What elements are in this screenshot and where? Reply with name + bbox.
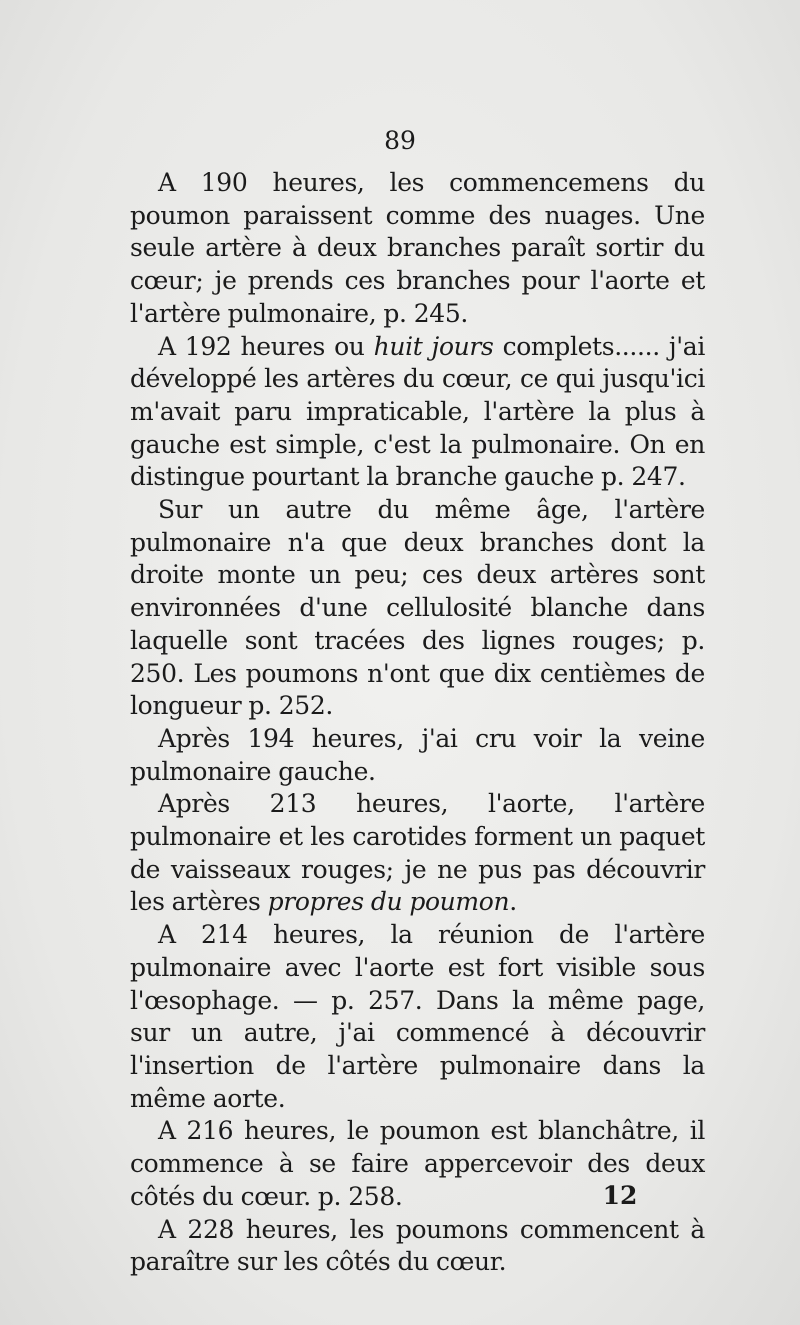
paragraph-5-text-end: .	[509, 887, 517, 917]
signature-mark: 12	[602, 1181, 638, 1210]
paragraph-5	[130, 788, 705, 919]
paragraph-1-text: A 190 heures, les commencemens du poumon paraissent comme des nuages. Une seule artère à deux branches paraît sortir du cœur; je prends ces branches pour l'aorte et l'artère pulmonaire, p. 245.	[130, 168, 705, 328]
paragraph-2-italic: huit jours	[373, 331, 494, 361]
paragraph-3-text: Sur un autre du même âge, l'artère pulmonaire n'a que deux branches dont la droite monte un peu; ces deux artères sont environnées d'une cellulosité blanche dans laquelle sont tracées des lignes rouges; p. 250. Les poumons n'ont que dix centièmes de longueur p. 252.	[130, 495, 705, 721]
paragraph-5-italic: propres du poumon	[267, 887, 510, 917]
paragraph-2-text-start: A 192 heures ou	[158, 331, 374, 361]
paragraph-4-text: Après 194 heures, j'ai cru voir la veine pulmonaire gauche.	[130, 723, 705, 786]
paragraph-4	[130, 723, 705, 788]
paragraph-2-text-end: complets...... j'ai développé les artères du cœur, ce qui jusqu'ici m'avait paru impraticable, l'artère la plus à gauche est simple, c'est la pulmonaire. On en distingue pourtant la branche gauche p. 247.	[130, 331, 705, 492]
body-text	[130, 167, 705, 1279]
paragraph-3	[130, 494, 705, 723]
paragraph-2	[130, 331, 705, 495]
page-number: 89	[384, 126, 416, 155]
paragraph-5-text-start: Après 213 heures, l'aorte, l'artère pulmonaire et les carotides forment un paquet de vaisseaux rouges; je ne pus pas découvrir les artères	[130, 789, 705, 917]
paragraph-7-text: A 216 heures, le poumon est blanchâtre, il commence à se faire appercevoir des deux côtés du cœur. p. 258.	[130, 1116, 705, 1211]
paragraph-8	[130, 1214, 705, 1279]
paragraph-6-text: A 214 heures, la réunion de l'artère pulmonaire avec l'aorte est fort visible sous l'œsophage. — p. 257. Dans la même page, sur un autre, j'ai commencé à découvrir l'insertion de l'artère pulmonaire dans la même aorte.	[130, 920, 705, 1113]
paragraph-6	[130, 919, 705, 1115]
paragraph-1	[130, 167, 705, 331]
paragraph-8-text: A 228 heures, les poumons commencent à paraître sur les côtés du cœur.	[130, 1214, 705, 1277]
